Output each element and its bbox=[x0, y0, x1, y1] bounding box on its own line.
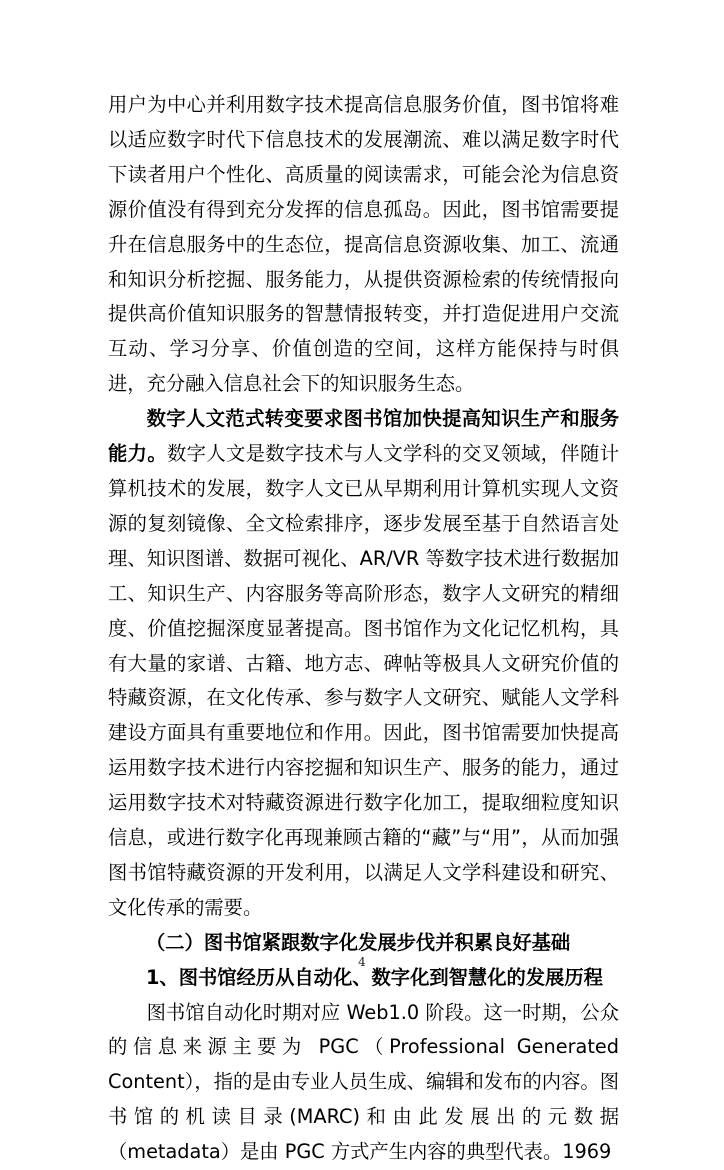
paragraph-continuation: 用户为中心并利用数字技术提高信息服务价值，图书馆将难以适应数字时代下信息技术的发展潮流、难以满足数字时代下读者用户个性化、高质量的阅读需求，可能会沦为信息资源价值没有得到充分发挥的信息孤岛。因此，图书馆需要提升在信息服务中的生态位，提高信息资源收集、加工、流通和知识分析挖掘、服务能力，从提供资源检索的传统情报向提供高价值知识服务的智慧情报转变，并打造促进用户交流互动、学习分享、价值创造的空间，这样方能保持与时俱进，充分融入信息社会下的知识服务生态。 bbox=[108, 93, 619, 396]
subsection-heading: 1、图书馆经历从自动化、数字化到智慧化的发展历程 bbox=[146, 965, 603, 989]
paragraph-digital-humanities bbox=[108, 402, 619, 926]
section-heading: （二）图书馆紧跟数字化发展步伐并积累良好基础 bbox=[146, 930, 571, 954]
page-number: 4 bbox=[358, 955, 366, 969]
paragraph-automation: 图书馆自动化时期对应 Web1.0 阶段。这一时期，公众的信息来源主要为 PGC（Professional Generated Content），指的是由专业人员生成、编辑和发布的内容。图书馆的机读目录(MARC)和由此发展出的元数据（metadata）是由 PGC 方式产生内容的典型代表。1969 bbox=[108, 1000, 619, 1164]
body-text bbox=[108, 88, 619, 1170]
paragraph-lead-sentence: 数字人文范式转变要求图书馆加快提高知识生产和服务能力。 bbox=[108, 407, 619, 466]
paragraph-body: 数字人文是数字技术与人文学科的交叉领域，伴随计算机技术的发展，数字人文已从早期利用计算机实现人文资源的复刻镜像、全文检索排序，逐步发展至基于自然语言处理、知识图谱、数据可视化、AR/VR 等数字技术进行数据加工、知识生产、内容服务等高阶形态，数字人文研究的精细度、价值挖掘深度显著提高。图书馆作为文化记忆机构，具有大量的家谱、古籍、地方志、碑帖等极具人文研究价值的特藏资源，在文化传承、参与数字人文研究、赋能人文学科建设方面具有重要地位和作用。因此，图书馆需要加快提高运用数字技术进行内容挖掘和知识生产、服务的能力，通过运用数字技术对特藏资源进行数字化加工，提取细粒度知识信息，或进行数字化再现兼顾古籍的“藏”与“用”，从而加强图书馆特藏资源的开发利用，以满足人文学科建设和研究、文化传承的需要。 bbox=[108, 442, 620, 919]
